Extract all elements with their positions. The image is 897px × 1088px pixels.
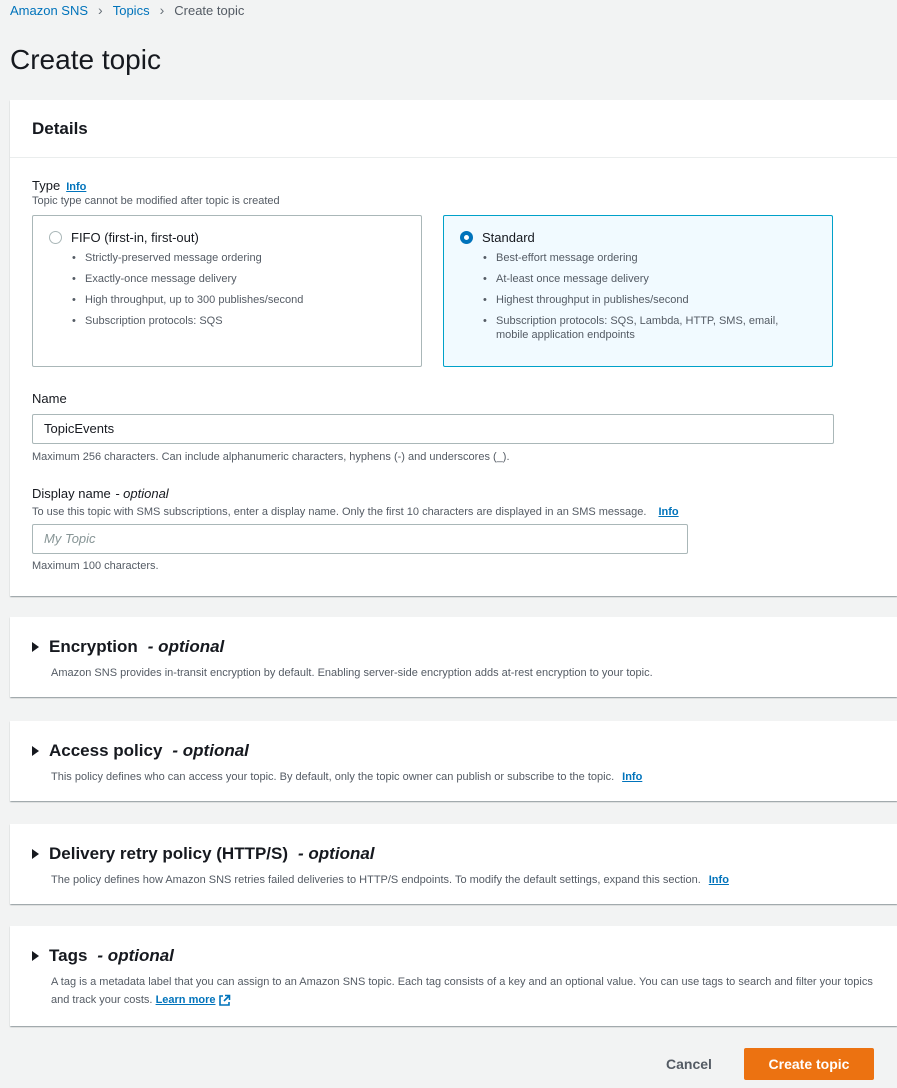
encryption-optional: - optional — [147, 637, 225, 656]
tags-title: Tags — [49, 946, 88, 965]
learn-more-label: Learn more — [155, 994, 216, 1006]
access-policy-desc-row — [32, 768, 875, 787]
delivery-retry-description: The policy defines how Amazon SNS retries failed deliveries to HTTP/S endpoints. To modify the default settings, expand this section. — [51, 874, 701, 886]
caret-right-icon — [32, 951, 39, 961]
external-link-icon — [218, 994, 231, 1007]
standard-label: Standard — [482, 230, 535, 245]
display-name-label: Display name — [32, 486, 111, 501]
delivery-retry-info-link[interactable]: Info — [708, 874, 729, 886]
type-option-standard[interactable] — [443, 215, 833, 367]
name-input[interactable]: TopicEvents — [32, 414, 834, 444]
type-label: Type — [32, 178, 61, 193]
access-policy-section — [10, 721, 897, 801]
fifo-radio[interactable] — [49, 231, 62, 244]
fifo-label: FIFO (first-in, first-out) — [71, 230, 199, 245]
delivery-retry-toggle[interactable] — [32, 844, 875, 864]
breadcrumb — [10, 2, 244, 18]
access-policy-optional: - optional — [172, 741, 249, 760]
learn-more-link[interactable] — [156, 994, 232, 1006]
encryption-description: Amazon SNS provides in-transit encryption by default. Enabling server-side encryption adds at-rest encryption to your topic. — [51, 667, 653, 679]
encryption-toggle[interactable] — [32, 637, 875, 657]
list-item: • At-least once message delivery — [496, 272, 816, 286]
fifo-features — [49, 251, 405, 328]
display-name-input[interactable]: My Topic — [32, 524, 688, 554]
display-name-constraint: Maximum 100 characters. — [32, 560, 159, 572]
breadcrumb-amazon-sns[interactable]: Amazon SNS — [10, 2, 89, 18]
encryption-title: Encryption — [49, 637, 138, 656]
display-help-row — [32, 502, 679, 520]
chevron-right-icon: › — [159, 2, 165, 18]
tags-optional: - optional — [97, 946, 174, 965]
list-item: • Highest throughput in publishes/second — [496, 293, 816, 307]
page-title: Create topic — [10, 44, 161, 75]
standard-radio[interactable] — [460, 231, 473, 244]
delivery-retry-desc-row — [32, 871, 875, 890]
list-item: • Best-effort message ordering — [496, 251, 816, 265]
caret-right-icon — [32, 642, 39, 652]
standard-features — [460, 251, 816, 342]
caret-right-icon — [32, 746, 39, 756]
cancel-button[interactable]: Cancel — [652, 1048, 726, 1080]
list-item: • Subscription protocols: SQS, Lambda, HTTP, SMS, email, mobile application endpoints — [496, 314, 816, 342]
list-item: • Strictly-preserved message ordering — [85, 251, 405, 265]
display-name-optional: - optional — [115, 486, 169, 501]
breadcrumb-current: Create topic — [174, 2, 245, 18]
delivery-retry-section — [10, 824, 897, 904]
display-label-row — [32, 485, 169, 503]
caret-right-icon — [32, 849, 39, 859]
list-item: • Exactly-once message delivery — [85, 272, 405, 286]
type-option-fifo[interactable] — [32, 215, 422, 367]
tags-description: A tag is a metadata label that you can assign to an Amazon SNS topic. Each tag consists of a key and an optional value. You can use tags to search and filter your topics and track your costs. — [51, 976, 873, 1006]
details-panel — [10, 100, 897, 596]
details-header: Details — [10, 100, 897, 158]
delivery-retry-optional: - optional — [298, 844, 375, 863]
type-help-text: Topic type cannot be modified after topic is created — [32, 195, 280, 207]
name-help-text: Maximum 256 characters. Can include alphanumeric characters, hyphens (-) and underscores (_). — [32, 451, 510, 463]
type-info-link[interactable]: Info — [66, 181, 87, 193]
access-policy-toggle[interactable] — [32, 741, 875, 761]
encryption-section — [10, 617, 897, 697]
tags-desc-row — [32, 973, 875, 1009]
name-label: Name — [32, 391, 67, 406]
display-help-text: To use this topic with SMS subscriptions, enter a display name. Only the first 10 characters are displayed in an SMS message. — [32, 506, 647, 518]
list-item: • Subscription protocols: SQS — [85, 314, 405, 328]
tags-section — [10, 926, 897, 1026]
chevron-right-icon: › — [98, 2, 103, 18]
display-info-link[interactable]: Info — [658, 506, 679, 518]
list-item: • High throughput, up to 300 publishes/second — [85, 293, 405, 307]
delivery-retry-title: Delivery retry policy (HTTP/S) — [49, 844, 289, 863]
access-policy-description: This policy defines who can access your topic. By default, only the topic owner can publish or subscribe to the topic. — [51, 771, 615, 783]
access-policy-info-link[interactable]: Info — [622, 771, 643, 783]
create-topic-button[interactable]: Create topic — [744, 1048, 874, 1080]
tags-toggle[interactable] — [32, 946, 875, 966]
breadcrumb-topics[interactable]: Topics — [112, 2, 150, 18]
type-label-row — [32, 177, 86, 195]
access-policy-title: Access policy — [49, 741, 163, 760]
